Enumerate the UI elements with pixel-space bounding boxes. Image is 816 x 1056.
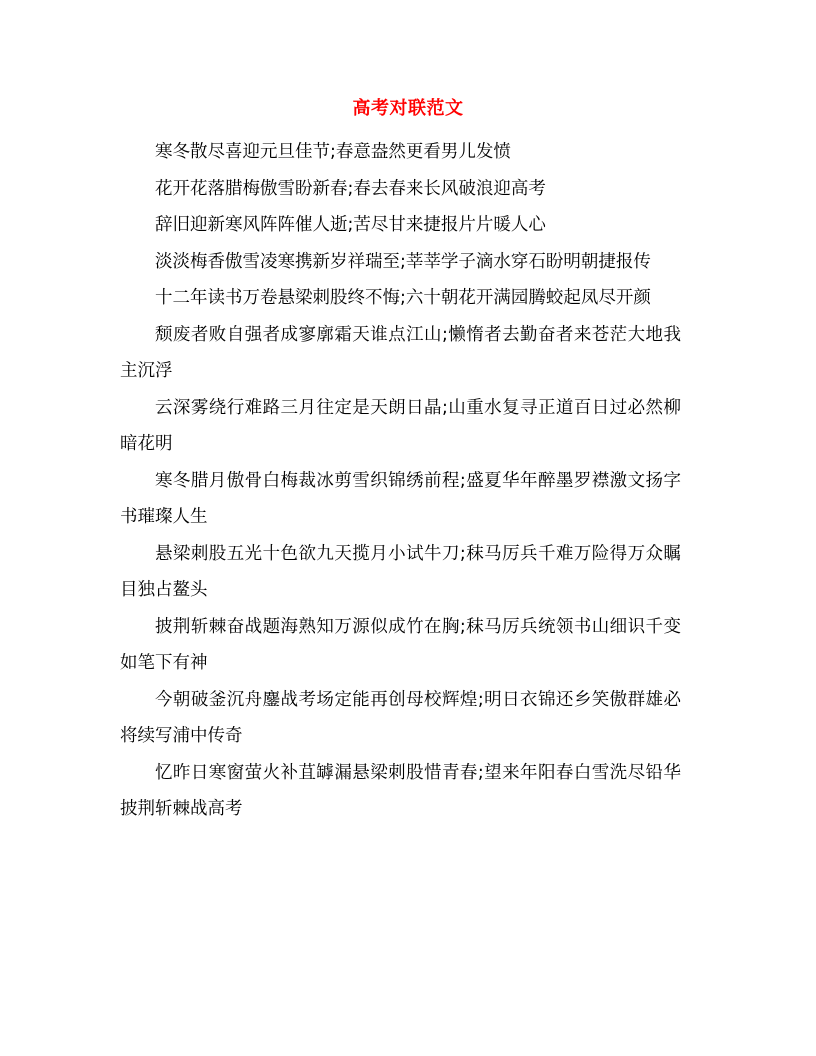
- couplet-paragraph: 辞旧迎新寒风阵阵催人逝;苦尽甘来捷报片片暖人心: [155, 215, 546, 235]
- couplet-paragraph: 云深雾绕行难路三月往定是天朗日晶;山重水复寻正道百日过必然柳暗花明: [120, 397, 681, 454]
- couplet-paragraph: 寒冬散尽喜迎元旦佳节;春意盎然更看男儿发愤: [155, 142, 511, 162]
- couplet-paragraph: 披荆斩棘奋战题海熟知万源似成竹在胸;秣马厉兵统领书山细识千变如笔下有神: [120, 616, 681, 673]
- couplet-paragraph: 十二年读书万卷悬梁刺股终不悔;六十朝花开满园腾蛟起凤尽开颜: [155, 288, 651, 308]
- couplet-paragraph: 寒冬腊月傲骨白梅裁冰剪雪织锦绣前程;盛夏华年醉墨罗襟激文扬字书璀璨人生: [120, 470, 681, 527]
- couplet-paragraph: 颓废者败自强者成寥廓霜天谁点江山;懒惰者去勤奋者来苍茫大地我主沉浮: [120, 324, 681, 381]
- couplet-paragraph: 淡淡梅香傲雪凌寒携新岁祥瑞至;莘莘学子滴水穿石盼明朝捷报传: [155, 251, 651, 272]
- couplet-paragraph: 悬梁刺股五光十色欲九天揽月小试牛刀;秣马厉兵千难万险得万众瞩目独占鳌头: [120, 543, 681, 600]
- document-body: [120, 134, 681, 828]
- couplet-paragraph: 今朝破釜沉舟鏖战考场定能再创母校辉煌;明日衣锦还乡笑傲群雄必将续写浦中传奇: [120, 689, 681, 746]
- document-title: 高考对联范文: [352, 98, 464, 119]
- couplet-paragraph: 花开花落腊梅傲雪盼新春;春去春来长风破浪迎高考: [155, 178, 546, 199]
- couplet-paragraph: 忆昨日寒窗萤火补苴罅漏悬梁刺股惜青春;望来年阳春白雪洗尽铅华披荆斩棘战高考: [120, 762, 681, 819]
